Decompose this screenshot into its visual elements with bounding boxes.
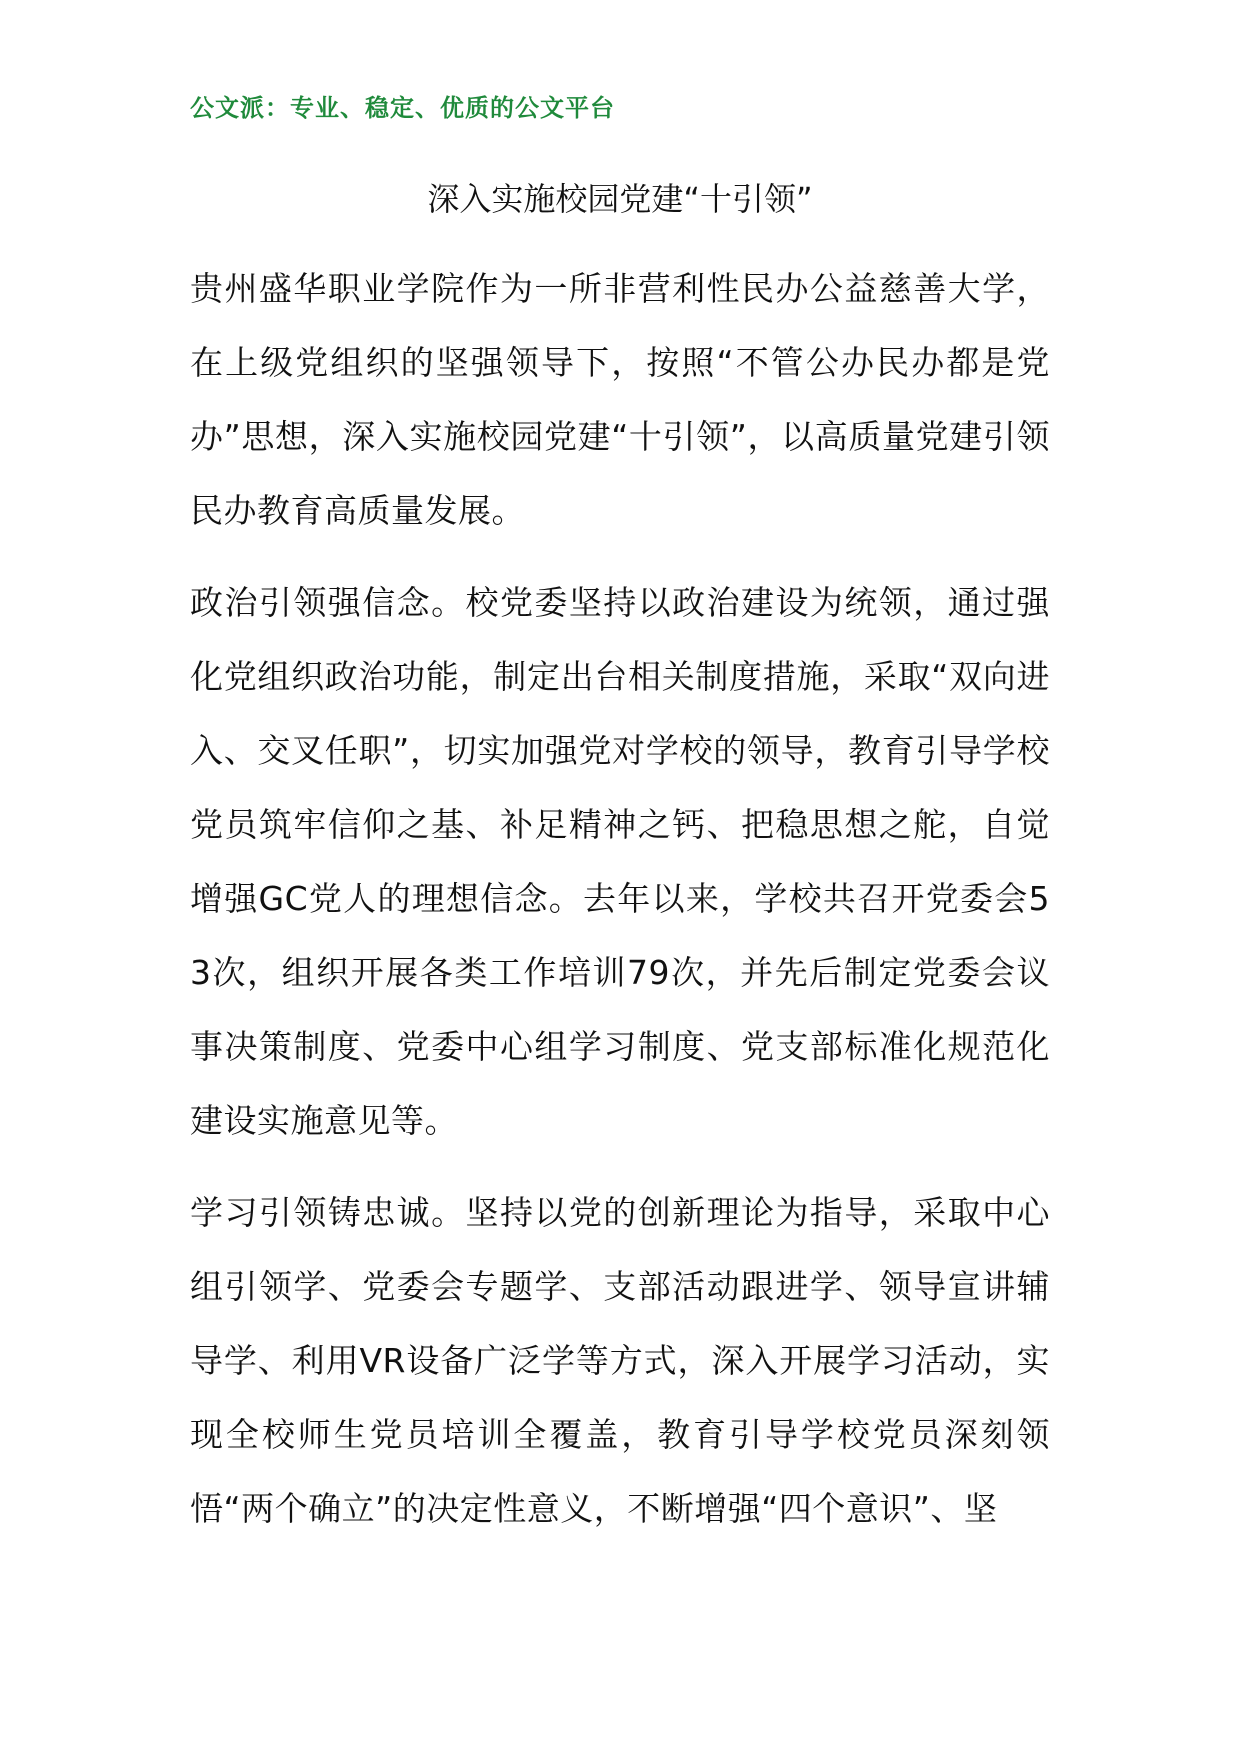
document-body	[190, 252, 1050, 1564]
document-title: 深入实施校园党建“十引领”	[427, 180, 813, 218]
paragraph-study-leadership: 学习引领铸忠诚。坚持以党的创新理论为指导，采取中心组引领学、党委会专题学、支部活动跟进学、领导宣讲辅导学、利用VR设备广泛学等方式，深入开展学习活动，实现全校师生党员培训全覆盖，教育引导学校党员深刻领悟“两个确立”的决定性意义，不断增强“四个意识”、坚	[190, 1193, 1050, 1528]
paragraph-intro: 贵州盛华职业学院作为一所非营利性民办公益慈善大学，在上级党组织的坚强领导下，按照“不管公办民办都是党办”思想，深入实施校园党建“十引领”，以高质量党建引领民办教育高质量发展。	[190, 269, 1050, 530]
paragraph-political-leadership: 政治引领强信念。校党委坚持以政治建设为统领，通过强化党组织政治功能，制定出台相关制度措施，采取“双向进入、交叉任职”，切实加强党对学校的领导，教育引导学校党员筑牢信仰之基、补足精神之钙、把稳思想之舵，自觉增强GC党人的理想信念。去年以来，学校共召开党委会53次，组织开展各类工作培训79次，并先后制定党委会议事决策制度、党委中心组学习制度、党支部标准化规范化建设实施意见等。	[190, 583, 1050, 1140]
site-header-slogan: 公文派：专业、稳定、优质的公文平台	[190, 94, 615, 122]
